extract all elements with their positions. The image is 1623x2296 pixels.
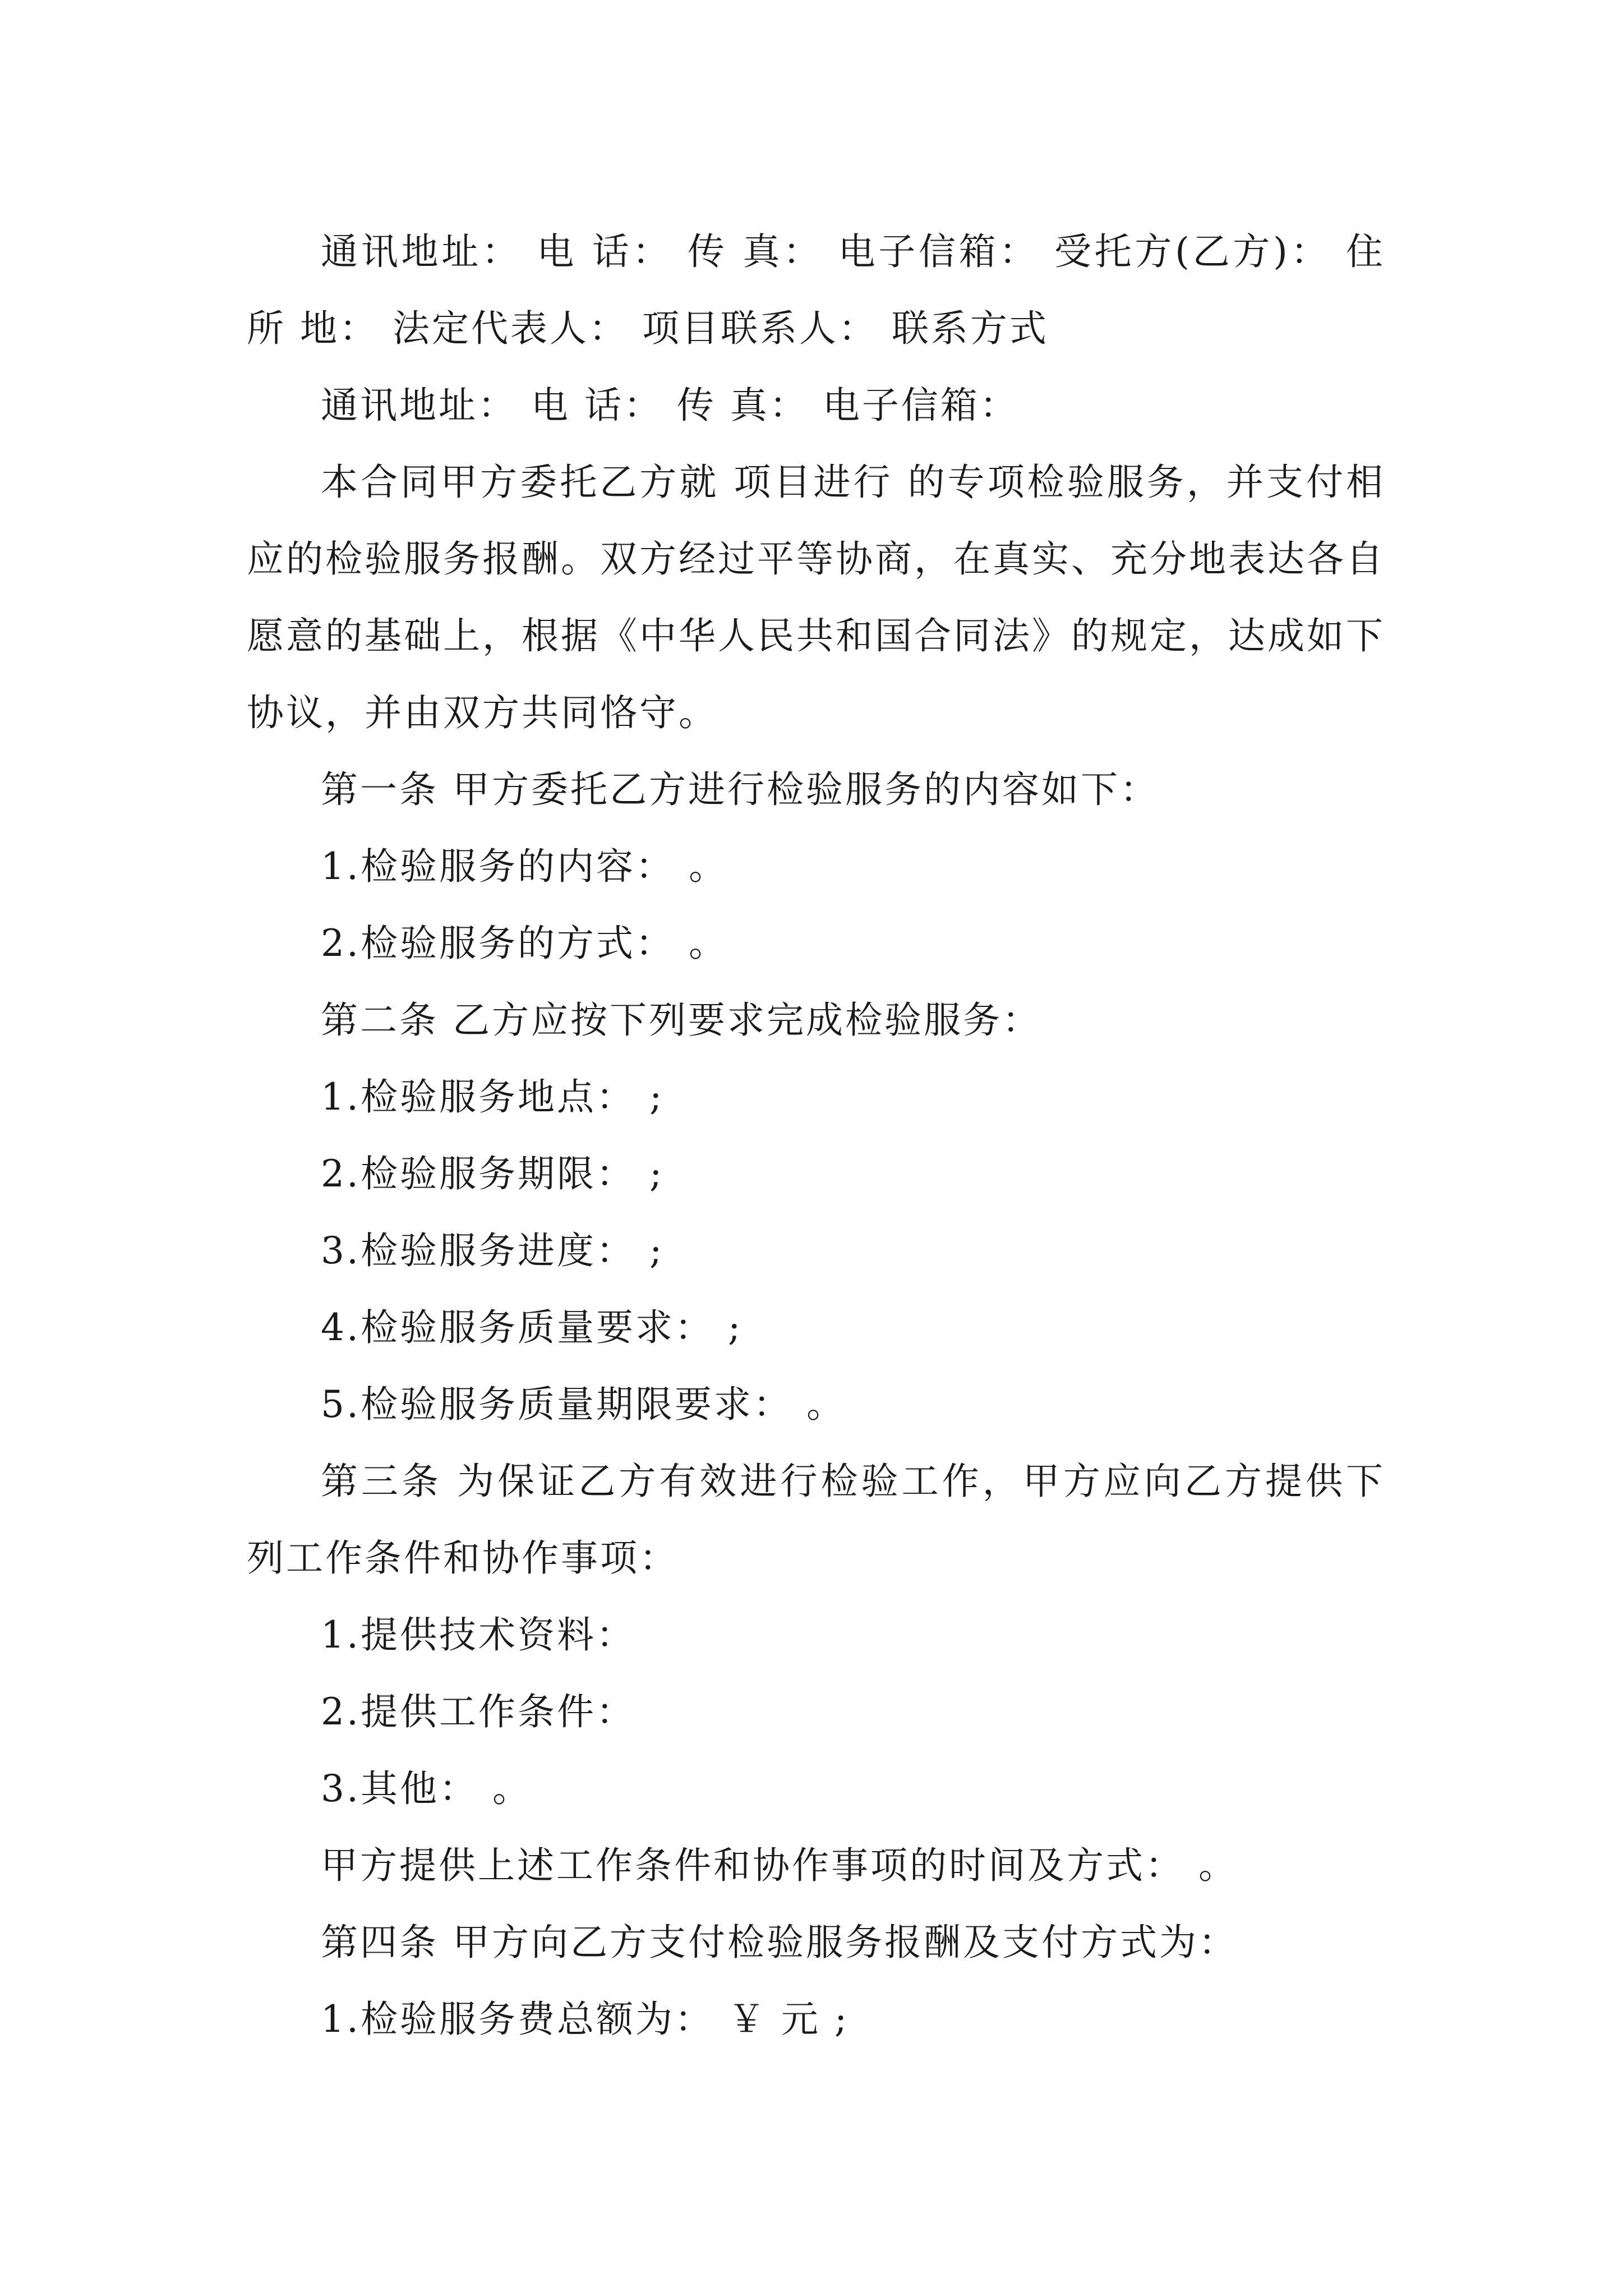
article-3-item-2: 2.提供工作条件： (321, 1690, 635, 1733)
article-2-item-4: 4.检验服务质量要求： ; (321, 1306, 743, 1349)
article-1-item-1: 1.检验服务的内容： 。 (321, 845, 728, 888)
article-2-item-1: 1.检验服务地点： ; (321, 1075, 665, 1119)
contract-body (247, 213, 1385, 2058)
article-4-heading: 第四条 甲方向乙方支付检验服务报酬及支付方式为： (321, 1921, 1238, 1964)
article-2-heading: 第二条 乙方应按下列要求完成检验服务： (321, 999, 1041, 1042)
article-2-item-2: 2.检验服务期限： ; (321, 1152, 665, 1195)
contact-info-paragraph-2: 通讯地址： 电 话： 传 真： 电子信箱： (321, 384, 1019, 427)
preamble-paragraph: 本合同甲方委托乙方就 项目进行 的专项检验服务，并支付相应的检验服务报酬。双方经过平等协商，在真实、充分地表达各自愿意的基础上，根据《中华人民共和国合同法》的规定，达成如下协议，并由双方共同恪守。 (247, 461, 1385, 734)
article-3-item-3: 3.其他： 。 (321, 1767, 532, 1810)
article-2-item-5: 5.检验服务质量期限要求： 。 (321, 1383, 846, 1426)
contact-info-paragraph: 通讯地址： 电 话： 传 真： 电子信箱： 受托方(乙方)： 住 所 地： 法定代表人： 项目联系人： 联系方式 (247, 230, 1385, 350)
article-3-item-1: 1.提供技术资料： (321, 1613, 635, 1657)
article-2-item-3: 3.检验服务进度： ; (321, 1229, 665, 1272)
article-1-item-2: 2.检验服务的方式： 。 (321, 922, 728, 965)
article-4-item-1: 1.检验服务费总额为： ￥ 元 ; (321, 1998, 850, 2041)
article-3-heading: 第三条 为保证乙方有效进行检验工作，甲方应向乙方提供下列工作条件和协作事项： (247, 1460, 1385, 1580)
article-3-timing: 甲方提供上述工作条件和协作事项的时间及方式： 。 (321, 1844, 1238, 1887)
article-1-heading: 第一条 甲方委托乙方进行检验服务的内容如下： (321, 768, 1159, 811)
